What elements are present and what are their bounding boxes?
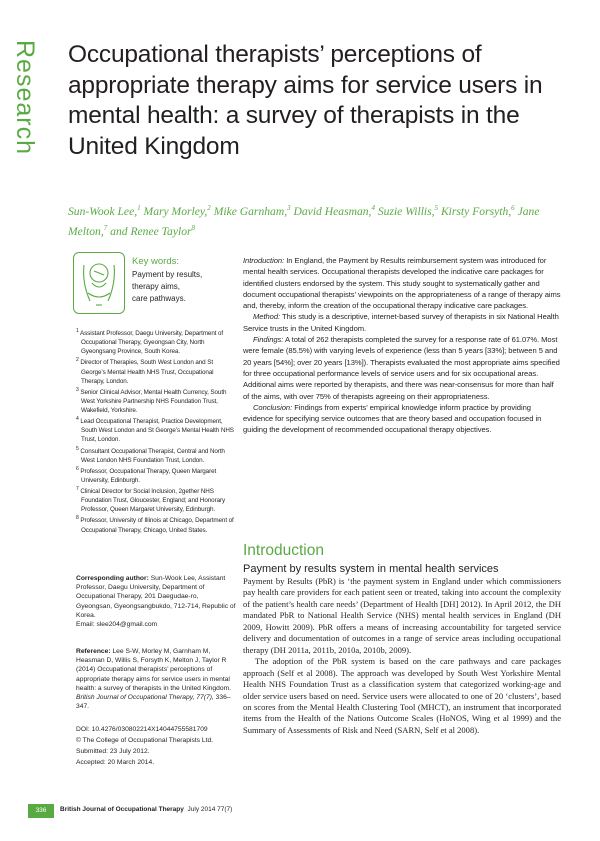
reference-block: Reference: Lee S-W, Morley M, Garnham M, Heasman D, Willis S, Forsyth K, Melton J, Taylor R (2014) Occupational therapists’ perceptions of appropriate therapy aims for service users in mental health: a survey of therapists in the United Kingdom. British Journal of Occupational Therapy, 77(7), 336–347. [76, 648, 232, 711]
corresponding-author: Corresponding author: Sun-Wook Lee, Assistant Professor, Daegu University, Department of Occupational Therapy, 201 Daegudae-ro, Gyeongsan, Gyeongsangbukdo, 712-714, Republic of Korea. Email: slee204@gmail.com [76, 575, 236, 629]
affiliation: $^3$ Senior Clinical Advisor, Mental Health Currency, South West Yorkshire Partnership NHS Foundation Trust, Wakefield, Yorkshire. [76, 386, 227, 415]
body-text [243, 576, 561, 736]
article-title: Occupational therapists’ perceptions of appropriate therapy aims for service users in mental health: a survey of therapists in the United Kingdom [68, 41, 543, 160]
affiliations [76, 327, 236, 535]
author: Suzie Willis,$^5$ [377, 204, 439, 218]
subsection-heading: Payment by results system in mental health services [243, 563, 499, 575]
keywords-list [132, 269, 202, 305]
author: and Renee Taylor$^8$ [110, 223, 196, 238]
journal-footer: British Journal of Occupational Therapy July 2014 77(7) [60, 806, 233, 813]
journal-logo-icon [73, 252, 125, 314]
abstract [243, 255, 561, 436]
keywords-box [73, 252, 233, 322]
keyword: care pathways. [132, 294, 186, 303]
abstract-paragraph: Introduction: In England, the Payment by Results reimbursement system was introduced for mental health services. Occupational therapists developed the indicative care packages for identified clusters endorsed by the system. This study sought to systematically gather and document occupational therapists’ viewpoints on the appropriateness of a range of therapy aims and, thereby, inform the creation of the occupational therapy indicative care packages. [243, 256, 561, 311]
author: Kirsty Forsyth,$^6$ [440, 204, 515, 218]
page-footer [28, 804, 568, 818]
author-list [68, 200, 548, 240]
affiliation: $^7$ Clinical Director for Social Inclusion, 2gether NHS Foundation Trust, Gloucester, England; and Honorary Professor, Queen Margaret University, Edinburgh. [76, 486, 226, 514]
body-paragraph: Payment by Results (PbR) is ‘the payment system in England under which commissioners pay health care providers for each patient seen or treated, taking into account the complexity of the patient’s health care needs’ (Department of Health [DH] 2012). In April 2012, the DH mandated PbR to National Health Service (NHS) mental health services in England (DH 2009, Howitt 2009). PbR offers a means of increasing accountability for targeted service delivery and documentation of outcomes in a range of service areas including occupational therapy (DH 2011a, 2011b, 2010a, 2010b, 2009). [243, 576, 561, 655]
email: Email: slee204@gmail.com [76, 621, 158, 629]
affiliation: $^4$ Lead Occupational Therapist, Practice Development, South West London and St George’s Mental Health NHS Trust, London. [76, 416, 234, 444]
body-paragraph: The adoption of the PbR system is based on the care pathways and care packages approach (Self et al 2008). The approach was developed by South West Yorkshire Mental Health NHS Foundation Trust as a classification system that categorized working-age and older service users based on need. Service users were allocated to one of 20 ‘clusters’, based on scores from the Mental Health Clustering Tool (MHCT), an instrument that incorporated items from the Health of the Nations Outcome Scales (HoNOS, Wing et al 1999) and the Summary of Assessments of Risk and Need (SARN, Self et al 2008). [243, 656, 561, 735]
section-tab-label: Research [11, 40, 39, 155]
abstract-paragraph: Method: This study is a descriptive, internet-based survey of therapists in six National Health Service trusts in the United Kingdom. [243, 312, 559, 333]
abstract-paragraph: Conclusion: Findings from experts’ empirical knowledge inform practice by providing evidence for specifying service outcomes that are theory based and occupation focused in guiding the development of recommended occupational therapy objectives. [243, 402, 542, 435]
affiliation: $^1$ Assistant Professor, Daegu University, Department of Occupational Therapy, Gyeongsan City, North Gyeongsang Province, South Korea. [76, 328, 224, 356]
affiliation: $^8$ Professor, University of Illinois at Chicago, Department of Occupational Therapy, Chicago, United States. [76, 515, 234, 534]
section-tab [0, 40, 44, 155]
affiliation: $^2$ Director of Therapies, South West London and St George’s Mental Health NHS Trust, Occupational Therapy, London. [76, 357, 214, 385]
keyword: Payment by results, [132, 270, 203, 279]
page-number: 336 [28, 804, 54, 818]
keywords-heading: Key words: [132, 256, 179, 267]
abstract-paragraph: Findings: A total of 262 therapists completed the survey for a response rate of 61.07%. Most were female (85.5%) with varying levels of experience (less than 5 years [33%]; between 5 and 20 years [54%]; over 20 years [13%]). Therapists evaluated the most appropriate aims specified for three occupational performance levels of service users and for six occupational areas. Additional aims were reported by therapists, and there was near-consensus for more than half of the aims, with over 75% of therapists agreeing on their appropriateness. [243, 335, 560, 401]
keyword: therapy aims, [132, 282, 181, 291]
author: Jane Melton,$^7$ [68, 204, 540, 238]
article-meta [76, 724, 236, 768]
submitted-date: Submitted: 23 July 2012. [76, 748, 150, 755]
doi: DOI: 10.4276/030802214X14044755581709 [76, 726, 208, 733]
author: Sun-Wook Lee,$^1$ [68, 204, 141, 218]
author: Mary Morley,$^2$ [143, 204, 211, 218]
copyright: © The College of Occupational Therapists Ltd. [76, 737, 214, 744]
author: Mike Garnham,$^3$ [213, 204, 291, 218]
section-heading: Introduction [243, 542, 324, 559]
author: David Heasman,$^4$ [293, 204, 375, 218]
accepted-date: Accepted: 20 March 2014. [76, 759, 155, 766]
affiliation: $^5$ Consultant Occupational Therapist, Central and North West London NHS Foundation Trust, London. [76, 445, 225, 464]
affiliation: $^6$ Professor, Occupational Therapy, Queen Margaret University, Edinburgh. [76, 465, 217, 484]
